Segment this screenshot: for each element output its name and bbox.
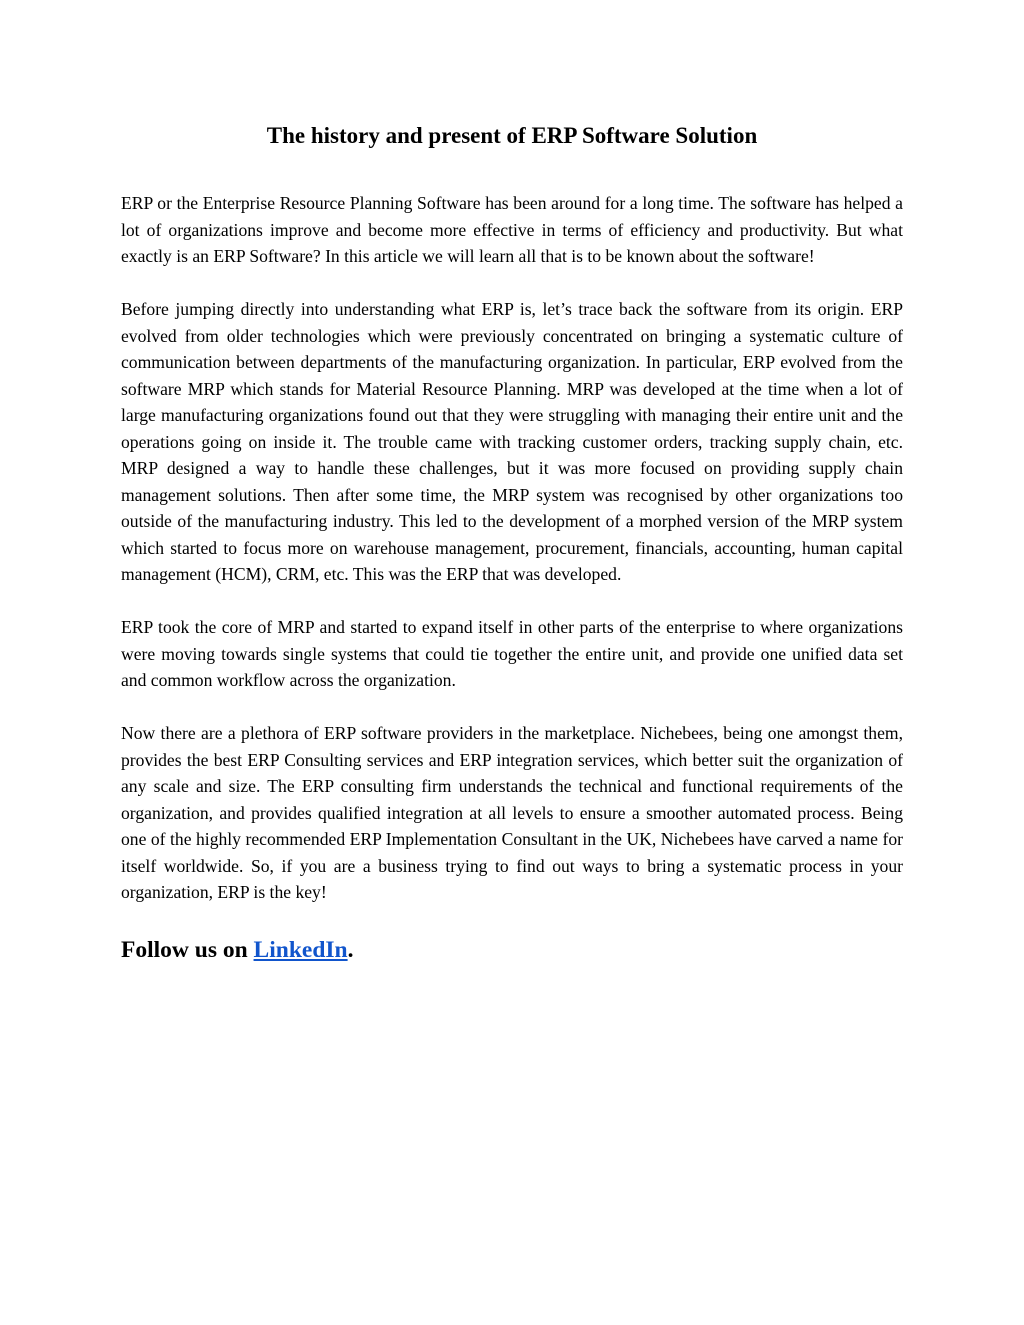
follow-us-line: [121, 932, 903, 968]
follow-prefix: Follow us on: [121, 937, 254, 963]
paragraph-providers: Now there are a plethora of ERP software providers in the marketplace. Nichebees, being one amongst them, provides the best ERP Consulting services and ERP integration services, which better suit the organization of any scale and size. The ERP consulting firm understands the technical and functional requirements of the organization, and provides qualified integration at all levels to ensure a smoother automated process. Being one of the highly recommended ERP Implementation Consultant in the UK, Nichebees have carved a name for itself worldwide. So, if you are a business trying to find out ways to bring a systematic process in your organization, ERP is the key!: [121, 723, 903, 902]
document-page: [121, 118, 903, 968]
paragraph-history: Before jumping directly into understanding what ERP is, let’s trace back the software from its origin. ERP evolved from older technologies which were previously concentrated on bringing a systematic culture of communication between departments of the manufacturing organization. In particular, ERP evolved from the software MRP which stands for Material Resource Planning. MRP was developed at the time when a lot of large manufacturing organizations found out that they were struggling with managing their entire unit and the operations going on inside it. The trouble came with tracking customer orders, tracking supply chain, etc. MRP designed a way to handle these challenges, but it was more focused on providing supply chain management solutions. Then after some time, the MRP system was recognised by other organizations too outside of the manufacturing industry. This led to the development of a morphed version of the MRP system which started to focus more on warehouse management, procurement, financials, accounting, human capital management (HCM), CRM, etc. This was the ERP that was developed.: [121, 299, 903, 584]
paragraph-erp-core: ERP took the core of MRP and started to expand itself in other parts of the enterprise to where organizations were moving towards single systems that could tie together the entire unit, and provide one unified data set and common workflow across the organization.: [121, 617, 903, 690]
document-title: The history and present of ERP Software Solution: [266, 123, 758, 148]
paragraph-intro: ERP or the Enterprise Resource Planning Software has been around for a long time. The software has helped a lot of organizations improve and become more effective in terms of efficiency and productivity. But what exactly is an ERP Software? In this article we will learn all that is to be known about the software!: [121, 193, 903, 266]
follow-suffix: .: [347, 937, 354, 963]
linkedin-link[interactable]: LinkedIn: [253, 937, 348, 963]
